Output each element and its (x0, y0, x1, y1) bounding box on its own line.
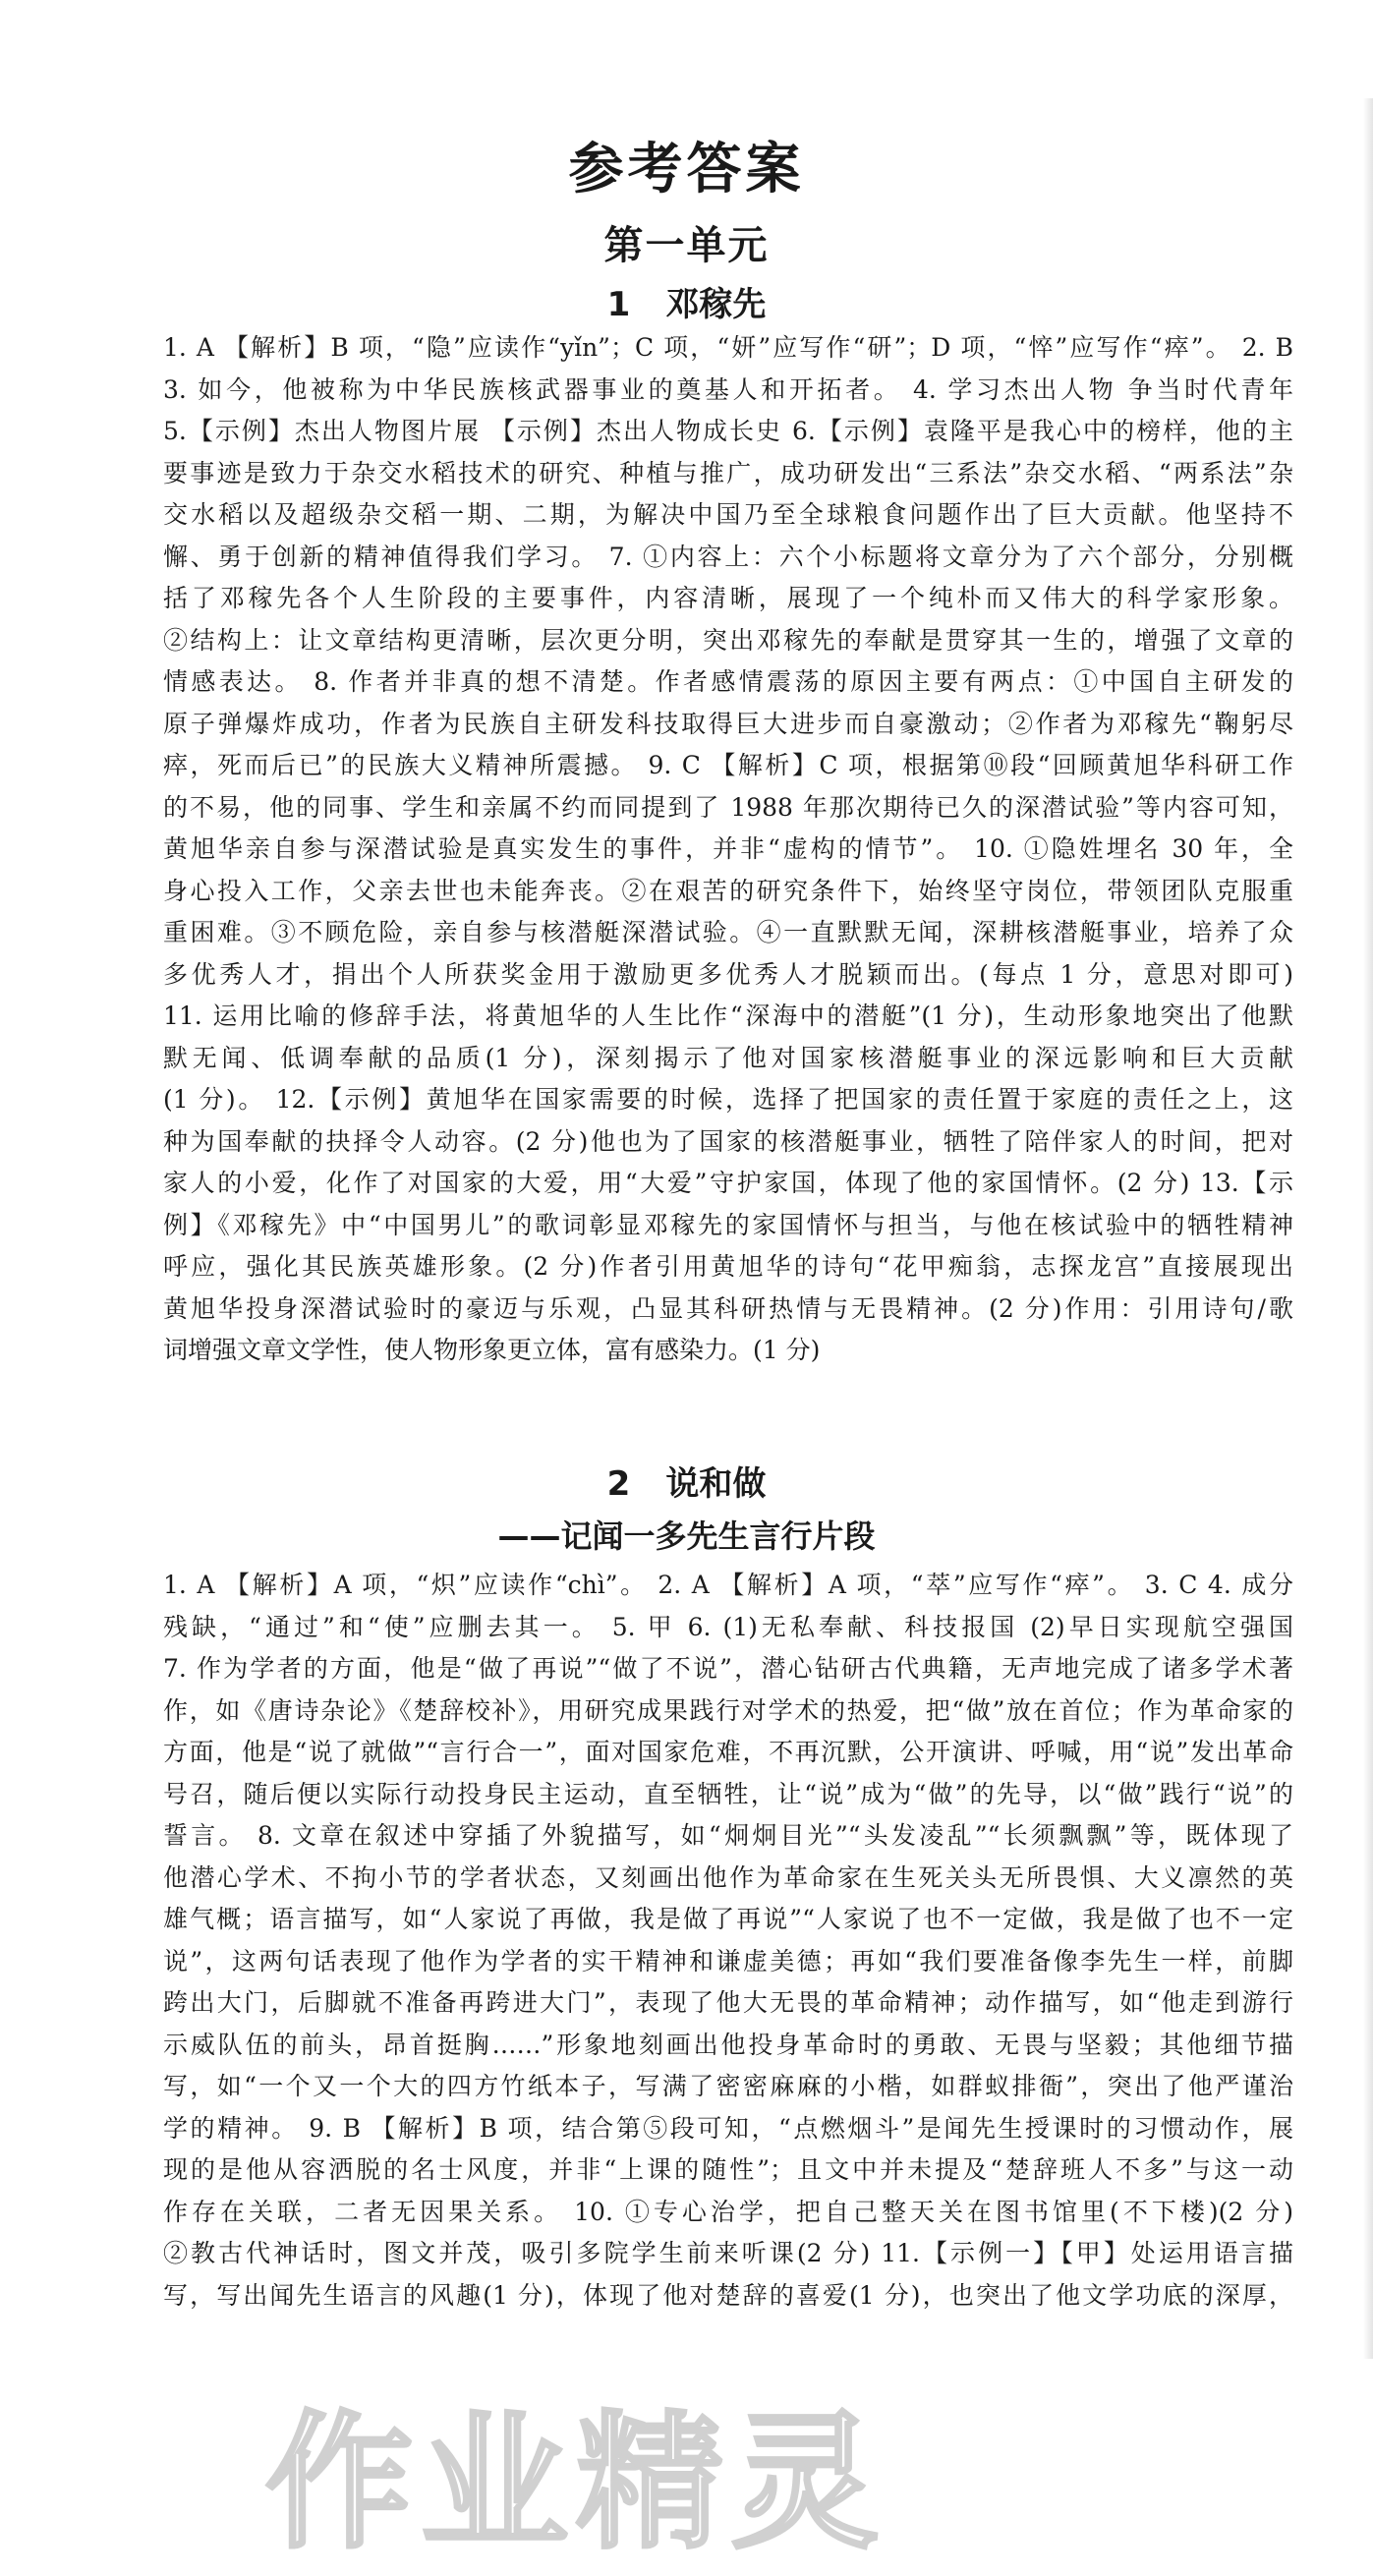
answer-line: 示威队伍的前头，昂首挺胸……”形象地刻画出他投身革命时的勇敢、无畏与坚毅；其他细节描 (163, 2030, 1293, 2059)
answer-line: 重困难。③不顾危险，亲自参与核潜艇深潜试验。④一直默默无闻，深耕核潜艇事业，培养了众 (163, 918, 1293, 946)
answer-line: 多优秀人才，捐出个人所获奖金用于激励更多优秀人才脱颖而出。(每点 1 分，意思对即可) (163, 959, 1293, 989)
lesson-1-heading (0, 277, 1373, 325)
answer-line: 呼应，强化其民族英雄形象。(2 分)作者引用黄旭华的诗句“花甲痴翁，志探龙宫”直接展现出 (163, 1252, 1293, 1281)
lesson-2-title: 说和做 (665, 1464, 767, 1504)
answer-line: 黄旭华投身深潜试验时的豪迈与乐观，凸显其科研热情与无畏精神。(2 分)作用：引用诗句/歌 (163, 1293, 1293, 1323)
answer-line: 的不易，他的同事、学生和亲属不约而同提到了 1988 年那次期待已久的深潜试验”等内容可知， (163, 792, 1293, 822)
lesson-2-heading (0, 1457, 1373, 1505)
answer-line: 现的是他从容洒脱的名士风度，并非“上课的随性”；且文中并未提及“楚辞班人不多”与这一动 (163, 2155, 1293, 2184)
answer-line: 残缺，“通过”和“使”应删去其一。 5. 甲 6. (1)无私奉献、科技报国 (2)早日实现航空强国 (163, 1612, 1293, 1641)
answer-line: 词增强文章文学性，使人物形象更立体，富有感染力。(1 分) (163, 1336, 821, 1364)
answer-line: 情感表达。 8. 作者并非真的想不清楚。作者感情震荡的原因主要有两点：①中国自主研发的 (163, 667, 1293, 696)
lesson-1-answers (163, 327, 1293, 1372)
page-edge-shadow (1363, 98, 1373, 2359)
answer-line: 作存在关联，二者无因果关系。 10. ①专心治学，把自己整天关在图书馆里(不下楼)(2 分) (163, 2197, 1293, 2226)
watermark-logo: 作业精灵 (265, 2398, 887, 2569)
answer-line: (1 分)。 12.【示例】黄旭华在国家需要的时候，选择了把国家的责任置于家庭的责任之上，这 (163, 1085, 1293, 1114)
answer-line: 写，写出闻先生语言的风趣(1 分)，体现了他对楚辞的喜爱(1 分)，也突出了他文学功底的深厚， (163, 2280, 1293, 2310)
answer-line: 默无闻、低调奉献的品质(1 分)，深刻揭示了他对国家核潜艇事业的深远影响和巨大贡献 (163, 1043, 1293, 1072)
answer-line: 懈、勇于创新的精神值得我们学习。 7. ①内容上：六个小标题将文章分为了六个部分，分别概 (163, 542, 1293, 571)
answer-line: 种为国奉献的抉择令人动容。(2 分)他也为了国家的核潜艇事业，牺牲了陪伴家人的时间，把对 (163, 1126, 1293, 1156)
lesson-2-answers (163, 1565, 1293, 2317)
answer-line: 3. 如今，他被称为中华民族核武器事业的奠基人和开拓者。 4. 学习杰出人物 争当时代青年 (163, 374, 1293, 404)
answer-line: 号召，随后便以实际行动投身民主运动，直至牺牲，让“说”成为“做”的先导，以“做”践行“说”的 (163, 1779, 1293, 1808)
answer-line: 要事迹是致力于杂交水稻技术的研究、种植与推广，成功研发出“三系法”杂交水稻、“两系法”杂 (163, 458, 1293, 487)
lesson-1-number: 1 (606, 285, 631, 324)
answer-line: ②教古代神话时，图文并茂，吸引多院学生前来听课(2 分) 11.【示例一】【甲】处运用语言描 (163, 2239, 1293, 2267)
page-title: 参考答案 (568, 138, 805, 201)
answer-line: ②结构上：让文章结构更清晰，层次更分明，突出邓稼先的奉献是贯穿其一生的，增强了文章的 (163, 625, 1293, 655)
answer-line: 原子弹爆炸成功，作者为民族自主研发科技取得巨大进步而自豪激动；②作者为邓稼先“鞠躬尽 (163, 709, 1293, 738)
answer-line: 他潜心学术、不拘小节的学者状态，又刻画出他作为革命家在生死关头无所畏惧、大义凛然的英 (163, 1862, 1293, 1892)
answer-line: 5.【示例】杰出人物图片展 【示例】杰出人物成长史 6.【示例】袁隆平是我心中的榜样，他的主 (163, 417, 1293, 445)
answer-line: 瘁，死而后已”的民族大义精神所震撼。 9. C 【解析】C 项，根据第⑩段“回顾黄旭华科研工作 (163, 751, 1293, 779)
answer-line: 家人的小爱，化作了对国家的大爱，用“大爱”守护家国，体现了他的家国情怀。(2 分) 13.【示 (163, 1169, 1293, 1197)
answer-line: 1. A 【解析】B 项，“隐”应读作“yǐn”；C 项，“妍”应写作“研”；D 项，“悴”应写作“瘁”。 2. B (163, 333, 1293, 362)
answer-line: 学的精神。 9. B 【解析】B 项，结合第⑤段可知，“点燃烟斗”是闻先生授课时的习惯动作，展 (163, 2113, 1293, 2143)
answer-line: 雄气概；语言描写，如“人家说了再做，我是做了再说”“人家说了也不一定做，我是做了也不一定 (163, 1905, 1293, 1933)
answer-line: 身心投入工作，父亲去世也未能奔丧。②在艰苦的研究条件下，始终坚守岗位，带领团队克服重 (163, 876, 1293, 905)
answer-line: 说”，这两句话表现了他作为学者的实干精神和谦虚美德；再如“我们要准备像李先生一样，前脚 (163, 1946, 1293, 1975)
answer-line: 誓言。 8. 文章在叙述中穿插了外貌描写，如“炯炯目光”“头发凌乱”“长须飘飘”等，既体现了 (163, 1821, 1293, 1850)
answer-line: 黄旭华亲自参与深潜试验是真实发生的事件，并非“虚构的情节”。 10. ①隐姓埋名 30 年，全 (163, 834, 1293, 863)
answer-line: 11. 运用比喻的修辞手法，将黄旭华的人生比作“深海中的潜艇”(1 分)，生动形象地突出了他默 (163, 1002, 1293, 1030)
answer-line: 7. 作为学者的方面，他是“做了再说”“做了不说”，潜心钻研古代典籍，无声地完成了诸多学术著 (163, 1654, 1293, 1683)
lesson-2-subtitle: ——记闻一多先生言行片段 (497, 1517, 876, 1555)
answer-line: 跨出大门，后脚就不准备再跨进大门”，表现了他大无畏的革命精神；动作描写，如“他走到游行 (163, 1988, 1293, 2017)
unit-heading: 第一单元 (603, 223, 770, 268)
answer-line: 作，如《唐诗杂论》《楚辞校补》，用研究成果践行对学术的热爱，把“做”放在首位；作为革命家的 (163, 1695, 1293, 1725)
answer-line: 括了邓稼先各个人生阶段的主要事件，内容清晰，展现了一个纯朴而又伟大的科学家形象。 (163, 584, 1293, 612)
lesson-1-title: 邓稼先 (665, 285, 767, 324)
answer-line: 交水稻以及超级杂交稻一期、二期，为解决中国乃至全球粮食问题作出了巨大贡献。他坚持不 (163, 500, 1293, 529)
lesson-2-number: 2 (606, 1464, 631, 1504)
answer-line: 例】《邓稼先》中“中国男儿”的歌词彰显邓稼先的家国情怀与担当，与他在核试验中的牺牲精神 (163, 1210, 1293, 1239)
answer-line: 方面，他是“说了就做”“言行合一”，面对国家危难，不再沉默，公开演讲、呼喊，用“说”发出革命 (163, 1738, 1293, 1766)
answer-line: 写，如“一个又一个大的四方竹纸本子，写满了密密麻麻的小楷，如群蚁排衙”，突出了他严谨治 (163, 2072, 1293, 2100)
answer-line: 1. A 【解析】A 项，“炽”应读作“chì”。 2. A 【解析】A 项，“萃”应写作“瘁”。 3. C 4. 成分 (163, 1571, 1293, 1599)
